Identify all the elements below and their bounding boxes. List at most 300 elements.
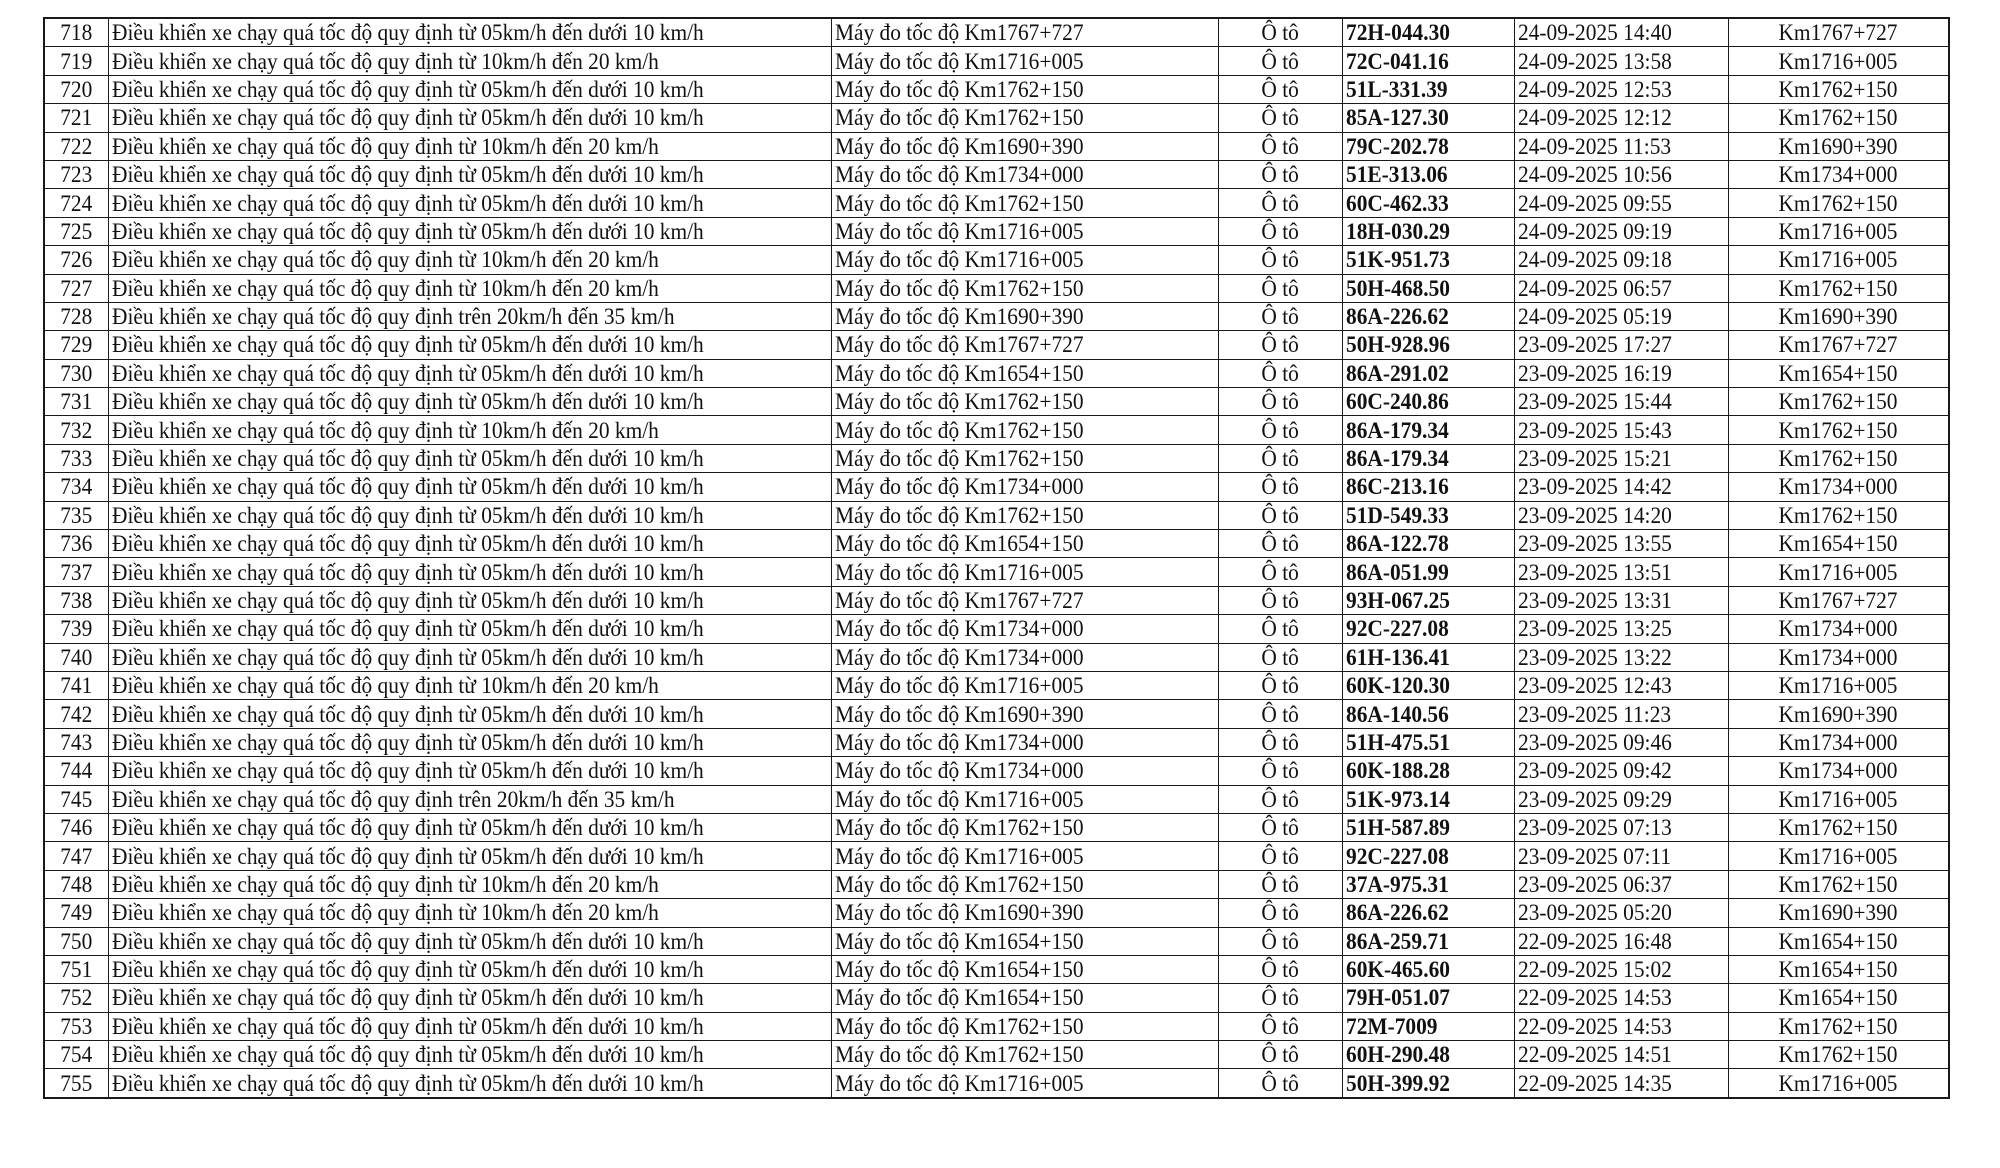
violation-description-cell bbox=[108, 813, 832, 841]
time-text: 23-09-2025 13:25 bbox=[1518, 616, 1672, 642]
plate-text: 79H-051.07 bbox=[1346, 985, 1451, 1011]
time-text: 23-09-2025 13:55 bbox=[1518, 531, 1672, 557]
location-cell bbox=[1728, 813, 1949, 841]
time-text: 23-09-2025 05:20 bbox=[1518, 900, 1672, 926]
plate-text: 60K-465.60 bbox=[1346, 957, 1451, 983]
location-text: Km1762+150 bbox=[1778, 815, 1898, 841]
device-text: Máy đo tốc độ Km1762+150 bbox=[835, 105, 1084, 131]
license-plate-cell bbox=[1343, 671, 1515, 699]
location-cell bbox=[1728, 586, 1949, 614]
timestamp-cell bbox=[1515, 728, 1729, 756]
timestamp-cell bbox=[1515, 899, 1729, 927]
vehicle-type-cell bbox=[1218, 359, 1343, 387]
time-text: 24-09-2025 12:53 bbox=[1518, 76, 1672, 102]
time-text: 24-09-2025 09:18 bbox=[1518, 247, 1672, 273]
vehicle-text: Ô tô bbox=[1261, 1013, 1300, 1039]
device-text: Máy đo tốc độ Km1762+150 bbox=[835, 275, 1084, 301]
row-number-cell bbox=[44, 331, 108, 359]
timestamp-cell bbox=[1515, 75, 1729, 103]
location-cell bbox=[1728, 558, 1949, 586]
timestamp-cell bbox=[1515, 501, 1729, 529]
time-text: 23-09-2025 07:11 bbox=[1518, 843, 1672, 869]
time-text: 24-09-2025 05:19 bbox=[1518, 304, 1672, 330]
row-number-cell bbox=[44, 1069, 108, 1098]
table-row bbox=[44, 899, 1949, 927]
table-row bbox=[44, 331, 1949, 359]
vehicle-type-cell bbox=[1218, 302, 1343, 330]
time-text: 24-09-2025 14:40 bbox=[1518, 20, 1672, 46]
vehicle-type-cell bbox=[1218, 757, 1343, 785]
license-plate-cell bbox=[1343, 473, 1515, 501]
timestamp-cell bbox=[1515, 473, 1729, 501]
timestamp-cell bbox=[1515, 643, 1729, 671]
vehicle-type-cell bbox=[1218, 785, 1343, 813]
vehicle-type-cell bbox=[1218, 842, 1343, 870]
plate-text: 86A-051.99 bbox=[1346, 559, 1450, 585]
row-number-cell bbox=[44, 47, 108, 75]
desc-text: Điều khiển xe chạy quá tốc độ quy định từ 05km/h đến dưới 10 km/h bbox=[111, 1013, 704, 1039]
row-number-cell bbox=[44, 416, 108, 444]
device-text: Máy đo tốc độ Km1762+150 bbox=[835, 1013, 1084, 1039]
timestamp-cell bbox=[1515, 47, 1729, 75]
table-row bbox=[44, 955, 1949, 983]
table-row bbox=[44, 1069, 1949, 1098]
violation-description-cell bbox=[108, 1012, 832, 1040]
vehicle-text: Ô tô bbox=[1261, 247, 1300, 273]
device-text: Máy đo tốc độ Km1690+390 bbox=[835, 133, 1084, 159]
location-cell bbox=[1728, 18, 1949, 47]
table-row bbox=[44, 359, 1949, 387]
desc-text: Điều khiển xe chạy quá tốc độ quy định từ 10km/h đến 20 km/h bbox=[111, 275, 659, 301]
vehicle-type-cell bbox=[1218, 643, 1343, 671]
plate-text: 72C-041.16 bbox=[1346, 48, 1450, 74]
vehicle-text: Ô tô bbox=[1261, 133, 1300, 159]
vehicle-type-cell bbox=[1218, 246, 1343, 274]
vehicle-type-cell bbox=[1218, 473, 1343, 501]
license-plate-cell bbox=[1343, 927, 1515, 955]
vehicle-text: Ô tô bbox=[1261, 20, 1300, 46]
vehicle-type-cell bbox=[1218, 530, 1343, 558]
row-number-cell bbox=[44, 501, 108, 529]
location-cell bbox=[1728, 927, 1949, 955]
location-text: Km1762+150 bbox=[1778, 275, 1898, 301]
row-number-cell bbox=[44, 160, 108, 188]
violation-description-cell bbox=[108, 1041, 832, 1069]
location-text: Km1654+150 bbox=[1778, 360, 1898, 386]
plate-text: 51H-587.89 bbox=[1346, 815, 1451, 841]
time-text: 24-09-2025 10:56 bbox=[1518, 162, 1672, 188]
stt-text: 738 bbox=[60, 588, 93, 613]
plate-text: 60C-240.86 bbox=[1346, 389, 1450, 415]
desc-text: Điều khiển xe chạy quá tốc độ quy định từ 10km/h đến 20 km/h bbox=[111, 871, 659, 897]
stt-text: 735 bbox=[60, 502, 93, 528]
location-cell bbox=[1728, 473, 1949, 501]
location-cell bbox=[1728, 302, 1949, 330]
license-plate-cell bbox=[1343, 217, 1515, 245]
location-cell bbox=[1728, 331, 1949, 359]
table-row bbox=[44, 530, 1949, 558]
device-cell bbox=[832, 984, 1218, 1012]
device-text: Máy đo tốc độ Km1690+390 bbox=[835, 701, 1084, 727]
vehicle-text: Ô tô bbox=[1261, 815, 1300, 841]
vehicle-text: Ô tô bbox=[1261, 502, 1300, 528]
location-cell bbox=[1728, 671, 1949, 699]
desc-text: Điều khiển xe chạy quá tốc độ quy định từ 05km/h đến dưới 10 km/h bbox=[111, 588, 704, 613]
row-number-cell bbox=[44, 104, 108, 132]
row-number-cell bbox=[44, 217, 108, 245]
device-cell bbox=[832, 189, 1218, 217]
timestamp-cell bbox=[1515, 160, 1729, 188]
device-cell bbox=[832, 47, 1218, 75]
plate-text: 50H-468.50 bbox=[1346, 275, 1451, 301]
violation-description-cell bbox=[108, 501, 832, 529]
table-row bbox=[44, 728, 1949, 756]
timestamp-cell bbox=[1515, 246, 1729, 274]
location-cell bbox=[1728, 189, 1949, 217]
location-cell bbox=[1728, 955, 1949, 983]
desc-text: Điều khiển xe chạy quá tốc độ quy định từ 05km/h đến dưới 10 km/h bbox=[111, 729, 704, 755]
location-text: Km1690+390 bbox=[1778, 900, 1898, 926]
device-text: Máy đo tốc độ Km1734+000 bbox=[835, 758, 1084, 784]
vehicle-text: Ô tô bbox=[1261, 928, 1300, 954]
device-text: Máy đo tốc độ Km1767+727 bbox=[835, 588, 1084, 613]
table-row bbox=[44, 615, 1949, 643]
timestamp-cell bbox=[1515, 586, 1729, 614]
timestamp-cell bbox=[1515, 302, 1729, 330]
location-text: Km1716+005 bbox=[1778, 48, 1898, 74]
plate-text: 86A-226.62 bbox=[1346, 900, 1450, 926]
row-number-cell bbox=[44, 899, 108, 927]
time-text: 23-09-2025 16:19 bbox=[1518, 360, 1672, 386]
violation-description-cell bbox=[108, 47, 832, 75]
row-number-cell bbox=[44, 132, 108, 160]
license-plate-cell bbox=[1343, 870, 1515, 898]
device-cell bbox=[832, 558, 1218, 586]
device-text: Máy đo tốc độ Km1762+150 bbox=[835, 446, 1084, 472]
vehicle-type-cell bbox=[1218, 47, 1343, 75]
time-text: 23-09-2025 06:37 bbox=[1518, 871, 1672, 897]
device-cell bbox=[832, 444, 1218, 472]
vehicle-type-cell bbox=[1218, 870, 1343, 898]
row-number-cell bbox=[44, 189, 108, 217]
table-row bbox=[44, 984, 1949, 1012]
row-number-cell bbox=[44, 870, 108, 898]
stt-text: 739 bbox=[60, 616, 93, 642]
vehicle-type-cell bbox=[1218, 160, 1343, 188]
stt-text: 723 bbox=[60, 162, 93, 188]
timestamp-cell bbox=[1515, 331, 1729, 359]
stt-text: 731 bbox=[60, 389, 93, 415]
stt-text: 718 bbox=[60, 20, 93, 46]
device-cell bbox=[832, 1041, 1218, 1069]
desc-text: Điều khiển xe chạy quá tốc độ quy định từ 05km/h đến dưới 10 km/h bbox=[111, 190, 704, 216]
violation-description-cell bbox=[108, 728, 832, 756]
plate-text: 60C-462.33 bbox=[1346, 190, 1450, 216]
location-text: Km1767+727 bbox=[1778, 332, 1898, 358]
table-row bbox=[44, 302, 1949, 330]
row-number-cell bbox=[44, 643, 108, 671]
time-text: 22-09-2025 14:51 bbox=[1518, 1042, 1672, 1068]
vehicle-type-cell bbox=[1218, 813, 1343, 841]
license-plate-cell bbox=[1343, 47, 1515, 75]
timestamp-cell bbox=[1515, 955, 1729, 983]
location-cell bbox=[1728, 132, 1949, 160]
device-text: Máy đo tốc độ Km1654+150 bbox=[835, 957, 1084, 983]
location-cell bbox=[1728, 388, 1949, 416]
license-plate-cell bbox=[1343, 984, 1515, 1012]
device-cell bbox=[832, 388, 1218, 416]
device-cell bbox=[832, 331, 1218, 359]
location-cell bbox=[1728, 246, 1949, 274]
table-row bbox=[44, 1012, 1949, 1040]
plate-text: 86A-179.34 bbox=[1346, 417, 1450, 443]
timestamp-cell bbox=[1515, 1069, 1729, 1098]
device-text: Máy đo tốc độ Km1716+005 bbox=[835, 673, 1084, 699]
stt-text: 730 bbox=[60, 360, 93, 386]
desc-text: Điều khiển xe chạy quá tốc độ quy định từ 05km/h đến dưới 10 km/h bbox=[111, 218, 704, 244]
vehicle-type-cell bbox=[1218, 444, 1343, 472]
time-text: 22-09-2025 16:48 bbox=[1518, 928, 1672, 954]
device-text: Máy đo tốc độ Km1716+005 bbox=[835, 48, 1084, 74]
plate-text: 86A-291.02 bbox=[1346, 360, 1450, 386]
vehicle-text: Ô tô bbox=[1261, 275, 1300, 301]
license-plate-cell bbox=[1343, 700, 1515, 728]
row-number-cell bbox=[44, 359, 108, 387]
plate-text: 37A-975.31 bbox=[1346, 871, 1450, 897]
vehicle-text: Ô tô bbox=[1261, 843, 1300, 869]
violation-description-cell bbox=[108, 615, 832, 643]
violation-description-cell bbox=[108, 75, 832, 103]
vehicle-type-cell bbox=[1218, 189, 1343, 217]
timestamp-cell bbox=[1515, 671, 1729, 699]
plate-text: 86C-213.16 bbox=[1346, 474, 1450, 500]
vehicle-type-cell bbox=[1218, 927, 1343, 955]
table-row bbox=[44, 870, 1949, 898]
plate-text: 51H-475.51 bbox=[1346, 729, 1451, 755]
desc-text: Điều khiển xe chạy quá tốc độ quy định từ 05km/h đến dưới 10 km/h bbox=[111, 502, 704, 528]
vehicle-type-cell bbox=[1218, 700, 1343, 728]
timestamp-cell bbox=[1515, 388, 1729, 416]
timestamp-cell bbox=[1515, 274, 1729, 302]
location-cell bbox=[1728, 700, 1949, 728]
vehicle-type-cell bbox=[1218, 388, 1343, 416]
vehicle-type-cell bbox=[1218, 104, 1343, 132]
device-cell bbox=[832, 1012, 1218, 1040]
vehicle-text: Ô tô bbox=[1261, 900, 1300, 926]
table-row bbox=[44, 1041, 1949, 1069]
license-plate-cell bbox=[1343, 331, 1515, 359]
device-text: Máy đo tốc độ Km1734+000 bbox=[835, 162, 1084, 188]
device-cell bbox=[832, 785, 1218, 813]
license-plate-cell bbox=[1343, 132, 1515, 160]
violation-description-cell bbox=[108, 955, 832, 983]
time-text: 24-09-2025 09:55 bbox=[1518, 190, 1672, 216]
device-text: Máy đo tốc độ Km1734+000 bbox=[835, 474, 1084, 500]
location-text: Km1762+150 bbox=[1778, 417, 1898, 443]
vehicle-text: Ô tô bbox=[1261, 871, 1300, 897]
location-cell bbox=[1728, 104, 1949, 132]
timestamp-cell bbox=[1515, 700, 1729, 728]
device-text: Máy đo tốc độ Km1654+150 bbox=[835, 985, 1084, 1011]
violation-description-cell bbox=[108, 388, 832, 416]
plate-text: 18H-030.29 bbox=[1346, 218, 1451, 244]
license-plate-cell bbox=[1343, 615, 1515, 643]
plate-text: 50H-928.96 bbox=[1346, 332, 1451, 358]
location-text: Km1716+005 bbox=[1778, 673, 1898, 699]
stt-text: 721 bbox=[60, 105, 93, 131]
device-cell bbox=[832, 75, 1218, 103]
device-text: Máy đo tốc độ Km1654+150 bbox=[835, 360, 1084, 386]
vehicle-text: Ô tô bbox=[1261, 190, 1300, 216]
vehicle-text: Ô tô bbox=[1261, 1042, 1300, 1068]
location-cell bbox=[1728, 1069, 1949, 1098]
device-cell bbox=[832, 899, 1218, 927]
time-text: 22-09-2025 14:53 bbox=[1518, 1013, 1672, 1039]
location-cell bbox=[1728, 416, 1949, 444]
vehicle-type-cell bbox=[1218, 18, 1343, 47]
timestamp-cell bbox=[1515, 927, 1729, 955]
location-text: Km1767+727 bbox=[1778, 20, 1898, 46]
table-row bbox=[44, 444, 1949, 472]
plate-text: 79C-202.78 bbox=[1346, 133, 1450, 159]
stt-text: 722 bbox=[60, 133, 93, 159]
device-cell bbox=[832, 757, 1218, 785]
stt-text: 720 bbox=[60, 76, 93, 102]
desc-text: Điều khiển xe chạy quá tốc độ quy định từ 05km/h đến dưới 10 km/h bbox=[111, 616, 704, 642]
stt-text: 743 bbox=[60, 729, 93, 755]
plate-text: 61H-136.41 bbox=[1346, 644, 1451, 670]
stt-text: 741 bbox=[60, 673, 93, 699]
vehicle-text: Ô tô bbox=[1261, 218, 1300, 244]
row-number-cell bbox=[44, 813, 108, 841]
device-cell bbox=[832, 359, 1218, 387]
license-plate-cell bbox=[1343, 274, 1515, 302]
table-row bbox=[44, 189, 1949, 217]
timestamp-cell bbox=[1515, 104, 1729, 132]
violation-description-cell bbox=[108, 132, 832, 160]
license-plate-cell bbox=[1343, 1012, 1515, 1040]
vehicle-text: Ô tô bbox=[1261, 729, 1300, 755]
location-cell bbox=[1728, 643, 1949, 671]
location-text: Km1716+005 bbox=[1778, 786, 1898, 812]
device-text: Máy đo tốc độ Km1762+150 bbox=[835, 190, 1084, 216]
table-row bbox=[44, 75, 1949, 103]
vehicle-type-cell bbox=[1218, 899, 1343, 927]
location-cell bbox=[1728, 530, 1949, 558]
vehicle-text: Ô tô bbox=[1261, 105, 1300, 131]
desc-text: Điều khiển xe chạy quá tốc độ quy định từ 05km/h đến dưới 10 km/h bbox=[111, 815, 704, 841]
desc-text: Điều khiển xe chạy quá tốc độ quy định từ 05km/h đến dưới 10 km/h bbox=[111, 957, 704, 983]
device-text: Máy đo tốc độ Km1716+005 bbox=[835, 843, 1084, 869]
violation-description-cell bbox=[108, 586, 832, 614]
stt-text: 749 bbox=[60, 900, 93, 926]
license-plate-cell bbox=[1343, 1041, 1515, 1069]
desc-text: Điều khiển xe chạy quá tốc độ quy định từ 05km/h đến dưới 10 km/h bbox=[111, 162, 704, 188]
violation-description-cell bbox=[108, 558, 832, 586]
row-number-cell bbox=[44, 615, 108, 643]
vehicle-text: Ô tô bbox=[1261, 701, 1300, 727]
table-row bbox=[44, 473, 1949, 501]
vehicle-type-cell bbox=[1218, 416, 1343, 444]
time-text: 23-09-2025 15:43 bbox=[1518, 417, 1672, 443]
row-number-cell bbox=[44, 785, 108, 813]
row-number-cell bbox=[44, 955, 108, 983]
stt-text: 734 bbox=[60, 474, 93, 500]
stt-text: 751 bbox=[60, 957, 93, 983]
table-row bbox=[44, 501, 1949, 529]
vehicle-type-cell bbox=[1218, 728, 1343, 756]
violations-table-body bbox=[44, 18, 1949, 1098]
time-text: 23-09-2025 14:20 bbox=[1518, 502, 1672, 528]
license-plate-cell bbox=[1343, 813, 1515, 841]
vehicle-text: Ô tô bbox=[1261, 304, 1300, 330]
license-plate-cell bbox=[1343, 899, 1515, 927]
stt-text: 732 bbox=[60, 417, 93, 443]
location-text: Km1716+005 bbox=[1778, 247, 1898, 273]
violation-description-cell bbox=[108, 927, 832, 955]
location-text: Km1767+727 bbox=[1778, 588, 1898, 613]
vehicle-type-cell bbox=[1218, 586, 1343, 614]
license-plate-cell bbox=[1343, 558, 1515, 586]
device-cell bbox=[832, 813, 1218, 841]
vehicle-text: Ô tô bbox=[1261, 474, 1300, 500]
table-row bbox=[44, 813, 1949, 841]
device-cell bbox=[832, 246, 1218, 274]
row-number-cell bbox=[44, 586, 108, 614]
license-plate-cell bbox=[1343, 501, 1515, 529]
table-row bbox=[44, 217, 1949, 245]
plate-text: 60K-188.28 bbox=[1346, 758, 1451, 784]
location-text: Km1762+150 bbox=[1778, 76, 1898, 102]
device-text: Máy đo tốc độ Km1690+390 bbox=[835, 304, 1084, 330]
license-plate-cell bbox=[1343, 359, 1515, 387]
plate-text: 51D-549.33 bbox=[1346, 502, 1450, 528]
vehicle-type-cell bbox=[1218, 217, 1343, 245]
location-text: Km1690+390 bbox=[1778, 133, 1898, 159]
device-cell bbox=[832, 615, 1218, 643]
timestamp-cell bbox=[1515, 18, 1729, 47]
timestamp-cell bbox=[1515, 217, 1729, 245]
plate-text: 86A-179.34 bbox=[1346, 446, 1450, 472]
desc-text: Điều khiển xe chạy quá tốc độ quy định từ 10km/h đến 20 km/h bbox=[111, 133, 659, 159]
time-text: 24-09-2025 09:19 bbox=[1518, 218, 1672, 244]
desc-text: Điều khiển xe chạy quá tốc độ quy định từ 05km/h đến dưới 10 km/h bbox=[111, 531, 704, 557]
row-number-cell bbox=[44, 444, 108, 472]
table-row bbox=[44, 18, 1949, 47]
location-cell bbox=[1728, 1041, 1949, 1069]
desc-text: Điều khiển xe chạy quá tốc độ quy định từ 05km/h đến dưới 10 km/h bbox=[111, 843, 704, 869]
violation-description-cell bbox=[108, 444, 832, 472]
device-cell bbox=[832, 501, 1218, 529]
license-plate-cell bbox=[1343, 842, 1515, 870]
time-text: 23-09-2025 15:21 bbox=[1518, 446, 1672, 472]
stt-text: 740 bbox=[60, 644, 93, 670]
license-plate-cell bbox=[1343, 75, 1515, 103]
device-text: Máy đo tốc độ Km1716+005 bbox=[835, 559, 1084, 585]
plate-text: 86A-226.62 bbox=[1346, 304, 1450, 330]
row-number-cell bbox=[44, 842, 108, 870]
violation-description-cell bbox=[108, 984, 832, 1012]
plate-text: 86A-259.71 bbox=[1346, 928, 1450, 954]
row-number-cell bbox=[44, 75, 108, 103]
plate-text: 85A-127.30 bbox=[1346, 105, 1450, 131]
row-number-cell bbox=[44, 530, 108, 558]
time-text: 23-09-2025 11:23 bbox=[1518, 701, 1672, 727]
device-text: Máy đo tốc độ Km1762+150 bbox=[835, 76, 1084, 102]
desc-text: Điều khiển xe chạy quá tốc độ quy định từ 10km/h đến 20 km/h bbox=[111, 48, 659, 74]
plate-text: 86A-140.56 bbox=[1346, 701, 1450, 727]
vehicle-text: Ô tô bbox=[1261, 531, 1300, 557]
